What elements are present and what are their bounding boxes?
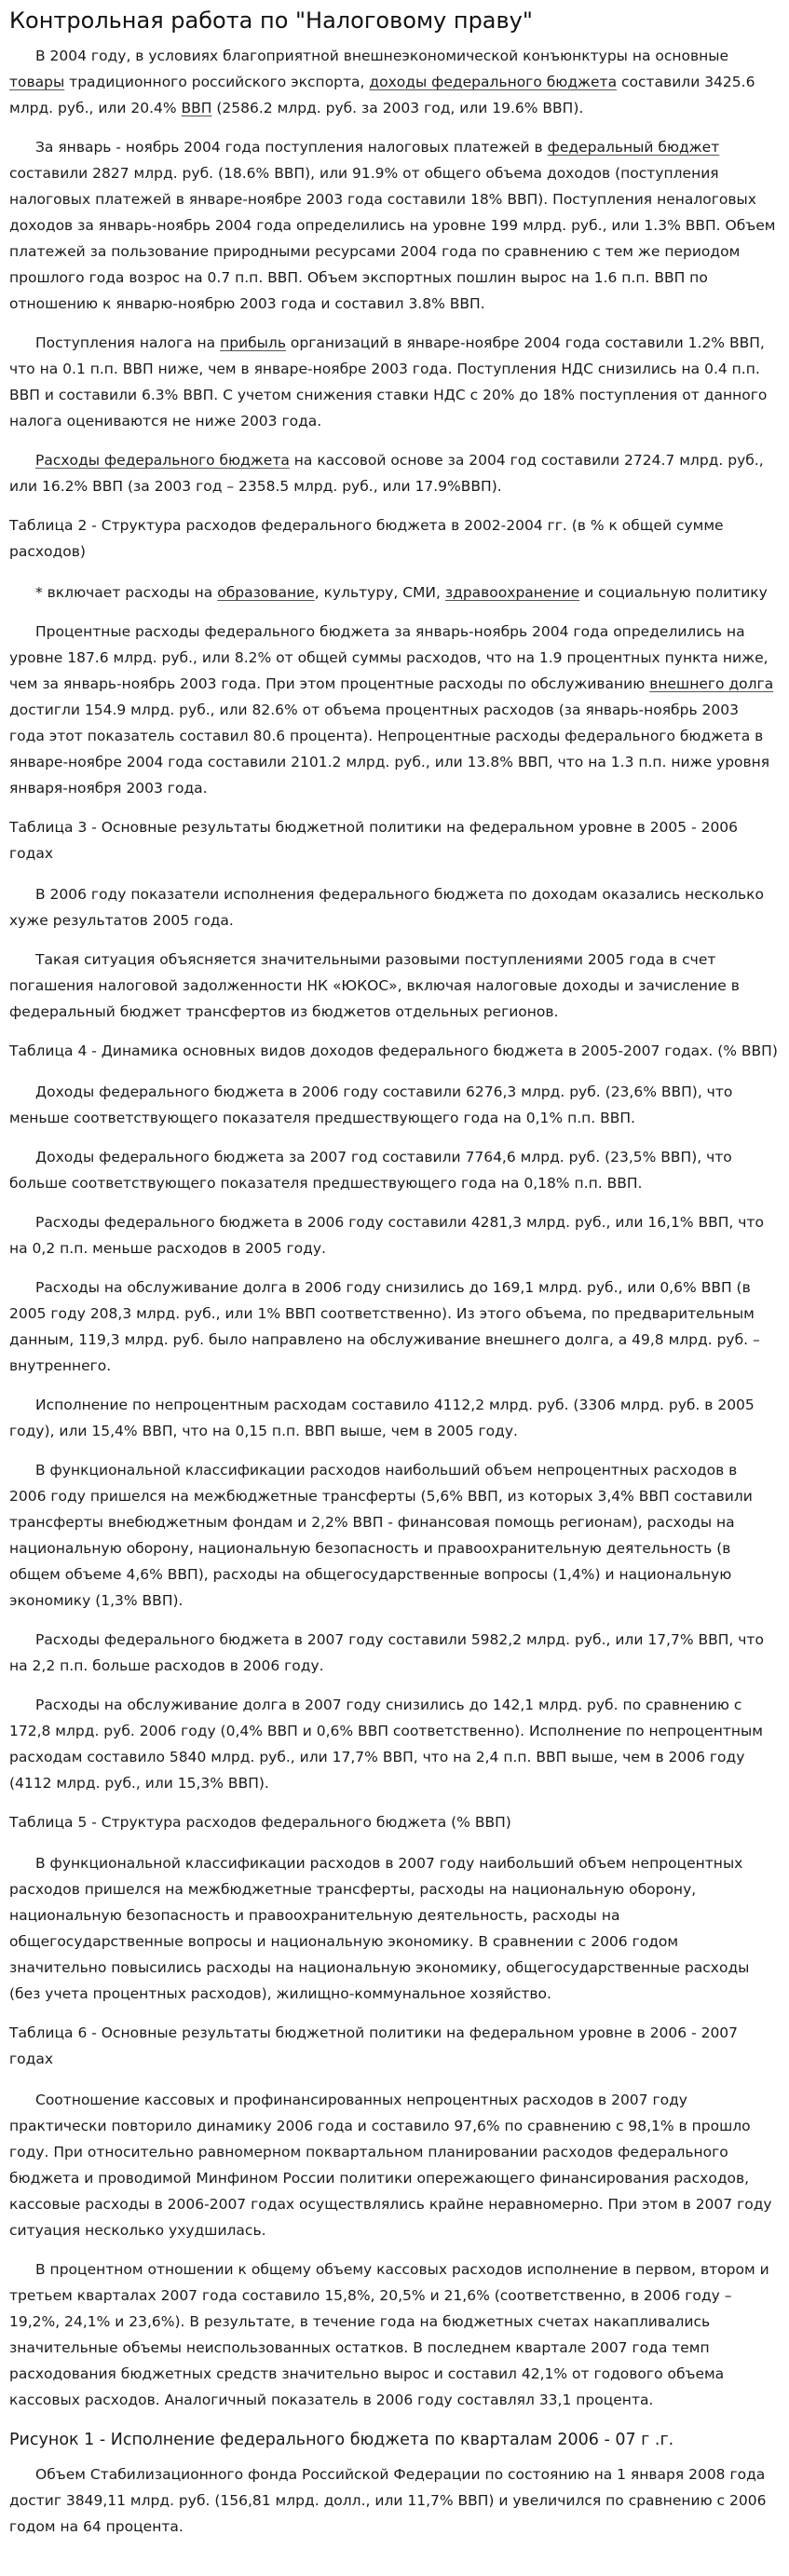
paragraph-text: В функциональной классификации расходов в 2007 году наибольший объем непроцентных расходов пришелся на межбюджетные трансферты, расходы на национальную оборону, национальную безопасность и правоохранительную деятельность, расходы на общегосударственные вопросы и национальную экономику. В сравнении с 2006 годом значительно повысились расходы на национальную экономику, общегосударственные расходы (без учета процентных расходов), жилищно-коммунальное хозяйство. (9, 1855, 750, 2002)
inline-link[interactable]: внешнего долга (649, 675, 774, 692)
paragraph-text: Расходы федерального бюджета в 2007 году составили 5982,2 млрд. руб., или 17,7% ВВП, что на 2,2 п.п. больше расходов в 2006 году. (9, 1631, 764, 1674)
document-body (9, 43, 778, 2540)
inline-link[interactable]: Расходы федерального бюджета (35, 452, 290, 469)
paragraph-text: Таблица 4 - Динамика основных видов доходов федерального бюджета в 2005-2007 годах. (% ВВП) (9, 1043, 778, 1059)
paragraph-text: Таблица 6 - Основные результаты бюджетной политики на федеральном уровне в 2006 - 2007 годах (9, 2024, 739, 2067)
paragraph-text: Расходы на обслуживание долга в 2007 году снизились до 142,1 млрд. руб. по сравнению с 172,8 млрд. руб. 2006 году (0,4% ВВП и 0,6% ВВП соответственно). Исполнение по непроцентным расходам составило 5840 млрд. руб., или 17,7% ВВП, что на 2,4 п.п. ВВП выше, чем в 2006 году (4112 млрд. руб., или 15,3% ВВП). (9, 1697, 763, 1792)
body-paragraph (9, 947, 778, 1025)
inline-link[interactable]: образование (217, 584, 315, 601)
paragraph-text: В функциональной классификации расходов наибольший объем непроцентных расходов в 2006 году пришелся на межбюджетные трансферты (5,6% ВВП, из которых 3,4% ВВП составили трансферты внебюджетным фондам и 2,2% ВВП - финансовая помощь регионам), расходы на национальную оборону, национальную безопасность и правоохранительную деятельность (в общем объеме 4,6% ВВП), расходы на общегосударственные вопросы (1,4%) и национальную экономику (1,3% ВВП). (9, 1462, 753, 1609)
body-paragraph (9, 2461, 778, 2540)
body-paragraph (9, 579, 778, 606)
body-paragraph (9, 1209, 778, 1261)
body-paragraph (9, 134, 778, 317)
paragraph-text: Поступления налога на (35, 334, 221, 351)
table-caption (9, 1809, 778, 1835)
paragraph-text: составили 2827 млрд. руб. (18.6% ВВП), или 91.9% от общего объема доходов (поступления налоговых платежей в январе-ноябре 2003 года составили 18% ВВП). Поступления неналоговых доходов за январь-ноябрь 2004 года определились на уровне 199 млрд. руб., или 1.3% ВВП. Объем платежей за пользование природными ресурсами 2004 года по сравнению с тем же периодом прошлого года возрос на 0.7 п.п. ВВП. Объем экспортных пошлин вырос на 1.6 п.п. ВВП по отношению к январю-ноябрю 2003 года и составил 3.8% ВВП. (9, 165, 776, 312)
paragraph-text: Исполнение по непроцентным расходам составило 4112,2 млрд. руб. (3306 млрд. руб. в 2005 году), или 15,4% ВВП, что на 0,15 п.п. ВВП выше, чем в 2005 году. (9, 1397, 755, 1439)
table-caption (9, 2020, 778, 2072)
body-paragraph (9, 1457, 778, 1614)
figure-caption (9, 2426, 778, 2454)
paragraph-text: и социальную политику (579, 584, 768, 601)
paragraph-text: Расходы федерального бюджета в 2006 году составили 4281,3 млрд. руб., или 16,1% ВВП, что на 0,2 п.п. меньше расходов в 2005 году. (9, 1214, 764, 1257)
inline-link[interactable]: ВВП (181, 100, 212, 116)
table-caption (9, 1038, 778, 1064)
body-paragraph (9, 2256, 778, 2413)
page-title: Контрольная работа по "Налоговому праву" (9, 7, 533, 34)
inline-link[interactable]: доходы федерального бюджета (369, 74, 618, 90)
body-paragraph (9, 1627, 778, 1679)
paragraph-text: Доходы федерального бюджета за 2007 год составили 7764,6 млрд. руб. (23,5% ВВП), что больше соответствующего показателя предшествующего года на 0,18% п.п. ВВП. (9, 1149, 732, 1192)
inline-link[interactable]: здравоохранение (444, 584, 580, 601)
body-paragraph (9, 1392, 778, 1444)
paragraph-text: В процентном отношении к общему объему кассовых расходов исполнение в первом, втором и третьем кварталах 2007 года составило 15,8%, 20,5% и 21,6% (соответственно, в 2006 году – 19,2%, 24,1% и 23,6%). В результате, в течение года на бюджетных счетах накапливались значительные объемы неиспользованных остатков. В последнем квартале 2007 года темп расходования бюджетных средств значительно вырос и составил 42,1% от годового объема кассовых расходов. Аналогичный показатель в 2006 году составлял 33,1 процента. (9, 2261, 769, 2408)
inline-link[interactable]: федеральный бюджет (547, 139, 720, 156)
paragraph-text: достигли 154.9 млрд. руб., или 82.6% от объема процентных расходов (за январь-ноябрь 2003 года этот показатель составил 80.6 процента). Непроцентные расходы федерального бюджета в январе-ноябре 2004 года составили 2101.2 млрд. руб., или 13.8% ВВП, что на 1.3 п.п. ниже уровня января-ноября 2003 года. (9, 702, 770, 797)
body-paragraph (9, 1079, 778, 1131)
paragraph-text: * включает расходы на (35, 584, 218, 601)
paragraph-text: Рисунок 1 - Исполнение федерального бюджета по кварталам 2006 - 07 г .г. (9, 2431, 674, 2449)
paragraph-text: Соотношение кассовых и профинансированных непроцентных расходов в 2007 году практически повторило динамику 2006 года и составило 97,6% по сравнению с 98,1% в прошло году. При относительно равномерном поквартальном планировании расходов федерального бюджета и проводимой Минфином России политики опережающего финансирования расходов, кассовые расходы в 2006-2007 годах осуществлялись крайне неравномерно. При этом в 2007 году ситуация несколько ухудшилась. (9, 2092, 772, 2239)
inline-link[interactable]: прибыль (220, 334, 286, 351)
table-caption (9, 512, 778, 565)
inline-link[interactable]: товары (9, 74, 65, 90)
paragraph-text: традиционного российского экспорта, (64, 74, 370, 90)
body-paragraph (9, 330, 778, 434)
paragraph-text: (2586.2 млрд. руб. за 2003 год, или 19.6% ВВП). (211, 100, 584, 116)
body-paragraph (9, 1850, 778, 2007)
paragraph-text: на кассовой основе за 2004 год составили 2724.7 млрд. руб., или 16.2% ВВП (за 2003 год – 2358.5 млрд. руб., или 17.9%ВВП). (9, 452, 764, 495)
paragraph-text: В 2006 году показатели исполнения федерального бюджета по доходам оказались несколько хуже результатов 2005 года. (9, 886, 764, 929)
paragraph-text: Такая ситуация объясняется значительными разовыми поступлениями 2005 года в счет погашения налоговой задолженности НК «ЮКОС», включая налоговые доходы и зачисление в федеральный бюджет трансфертов из бюджетов отдельных регионов. (9, 951, 740, 1020)
paragraph-text: составили 3425.6 млрд. руб., или 20.4% (9, 74, 755, 116)
paragraph-text: организаций в январе-ноябре 2004 года составили 1.2% ВВП, что на 0.1 п.п. ВВП ниже, чем в январе-ноябре 2003 года. Поступления НДС снизились на 0.4 п.п. ВВП и составили 6.3% ВВП. С учетом снижения ставки НДС с 20% до 18% поступления от данного налога оцениваются не ниже 2003 года. (9, 334, 768, 429)
paragraph-text: Таблица 2 - Структура расходов федерального бюджета в 2002-2004 гг. (в % к общей сумме расходов) (9, 517, 724, 560)
body-paragraph (9, 619, 778, 801)
body-paragraph (9, 881, 778, 934)
paragraph-text: Доходы федерального бюджета в 2006 году составили 6276,3 млрд. руб. (23,6% ВВП), что меньше соответствующего показателя предшествующего года на 0,1% п.п. ВВП. (9, 1084, 733, 1126)
paragraph-text: Расходы на обслуживание долга в 2006 году снизились до 169,1 млрд. руб., или 0,6% ВВП (в 2005 году 208,3 млрд. руб., или 1% ВВП соответственно). Из этого объема, по предварительным данным, 119,3 млрд. руб. было направлено на обслуживание внешнего долга, а 49,8 млрд. руб. – внутреннего. (9, 1279, 760, 1374)
paragraph-text: , культуру, СМИ, (314, 584, 445, 601)
body-paragraph (9, 2087, 778, 2243)
body-paragraph (9, 1274, 778, 1379)
paragraph-text: Процентные расходы федерального бюджета за январь-ноябрь 2004 года определились на уровне 187.6 млрд. руб., или 8.2% от общей суммы расходов, что на 1.9 процентных пункта ниже, чем за январь-ноябрь 2003 года. При этом процентные расходы по обслуживанию (9, 623, 769, 692)
table-caption (9, 814, 778, 866)
paragraph-text: В 2004 году, в условиях благоприятной внешнеэкономической конъюнктуры на основные (35, 48, 729, 64)
paragraph-text: Таблица 3 - Основные результаты бюджетной политики на федеральном уровне в 2005 - 2006 годах (9, 819, 739, 862)
body-paragraph (9, 1144, 778, 1196)
paragraph-text: За январь - ноябрь 2004 года поступления налоговых платежей в (35, 139, 548, 156)
body-paragraph (9, 43, 778, 121)
paragraph-text: Таблица 5 - Структура расходов федерального бюджета (% ВВП) (9, 1814, 511, 1831)
body-paragraph (9, 447, 778, 499)
paragraph-text: Объем Стабилизационного фонда Российской Федерации по состоянию на 1 января 2008 года достиг 3849,11 млрд. руб. (156,81 млрд. долл., или 11,7% ВВП) и увеличился по сравнению с 2006 годом на 64 процента. (9, 2466, 767, 2535)
body-paragraph (9, 1692, 778, 1796)
